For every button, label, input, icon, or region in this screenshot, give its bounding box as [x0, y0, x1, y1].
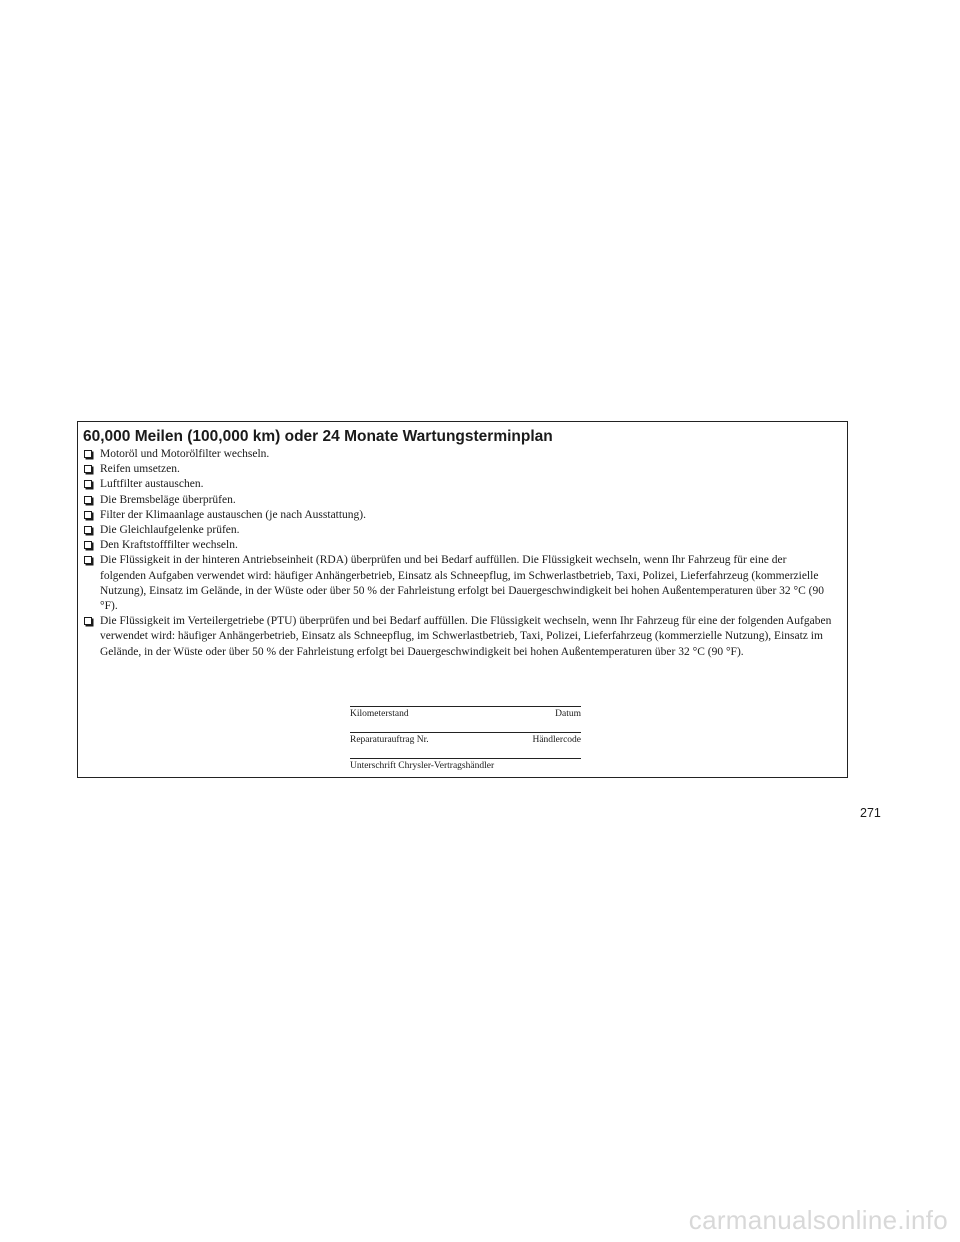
task-item: [83, 447, 835, 462]
task-item: [83, 508, 835, 523]
task-label: Filter der Klimaanlage austauschen (je nach Ausstattung).: [100, 508, 367, 521]
task-label: Die Flüssigkeit in der hinteren Antriebseinheit (RDA) überprüfen und bei Bedarf auffüllen. Die Flüssigkeit wechseln, wenn Ihr Fahrzeug für eine der folgenden Aufgaben verwendet wird: häufiger Anhängerbetrieb, Einsatz als Schneepflug, im Schwerlastbetrieb, Taxi, Polizei, Lieferfahrzeug (kommerzielle Nutzung), Einsatz im Gelände, in der Wüste oder über 50 % der Fahrleistung erfolgt bei Dauergeschwindigkeit bei hohen Außentemperaturen über 32 °C (90 °F).: [100, 554, 824, 613]
task-label: Motoröl und Motorölfilter wechseln.: [100, 448, 270, 460]
task-item: [83, 523, 835, 538]
checkbox-icon[interactable]: [84, 465, 92, 473]
checkbox-icon[interactable]: [84, 511, 92, 519]
checkbox-icon[interactable]: [84, 556, 92, 564]
checkbox-icon[interactable]: [84, 526, 92, 534]
checkbox-icon[interactable]: [84, 617, 92, 625]
task-item: [83, 614, 835, 660]
schedule-title: 60,000 Meilen (100,000 km) oder 24 Monate Wartungsterminplan: [83, 428, 553, 445]
task-checklist: [83, 447, 835, 660]
task-label: Die Flüssigkeit im Verteilergetriebe (PTU) überprüfen und bei Bedarf auffüllen. Die Flüssigkeit wechseln, wenn Ihr Fahrzeug für eine der folgenden Aufgaben verwendet wird: häufiger Anhängerbetrieb, Einsatz als Schneepflug, im Schwerlastbetrieb, Taxi, Polizei, Lieferfahrzeug (kommerzielle Nutzung), Einsatz im Gelände, in der Wüste oder über 50 % der Fahrleistung erfolgt bei Dauergeschwindigkeit bei hohen Außentemperaturen über 32 °C (90 °F).: [100, 615, 832, 658]
task-label: Reifen umsetzen.: [100, 463, 180, 476]
task-item: [83, 493, 835, 508]
task-label: Die Bremsbeläge überprüfen.: [100, 493, 236, 506]
checkbox-icon[interactable]: [84, 450, 92, 458]
task-label: Die Gleichlaufgelenke prüfen.: [100, 524, 240, 537]
dealer-code-label: Händlercode: [532, 735, 581, 745]
watermark: carmanualsonline.info: [688, 1205, 948, 1235]
dealer-signature-row: [350, 758, 581, 784]
checkbox-icon[interactable]: [84, 496, 92, 504]
task-item: [83, 477, 835, 492]
mileage-date-row: [350, 706, 581, 732]
task-item: [83, 462, 835, 477]
signature-block: [350, 706, 581, 784]
checkbox-icon[interactable]: [84, 541, 92, 549]
checkbox-icon[interactable]: [84, 480, 92, 488]
date-label: Datum: [555, 709, 581, 719]
task-item: [83, 538, 835, 553]
repair-order-label: Reparaturauftrag Nr.: [350, 735, 429, 745]
task-label: Luftfilter austauschen.: [100, 478, 204, 491]
maintenance-schedule-box: [77, 421, 848, 778]
dealer-signature-label: Unterschrift Chrysler-Vertragshändler: [350, 761, 495, 771]
repair-order-row: [350, 732, 581, 758]
mileage-label: Kilometerstand: [350, 709, 409, 719]
task-item: [83, 553, 835, 614]
task-label: Den Kraftstofffilter wechseln.: [100, 539, 238, 552]
page-number: 271: [860, 806, 881, 820]
